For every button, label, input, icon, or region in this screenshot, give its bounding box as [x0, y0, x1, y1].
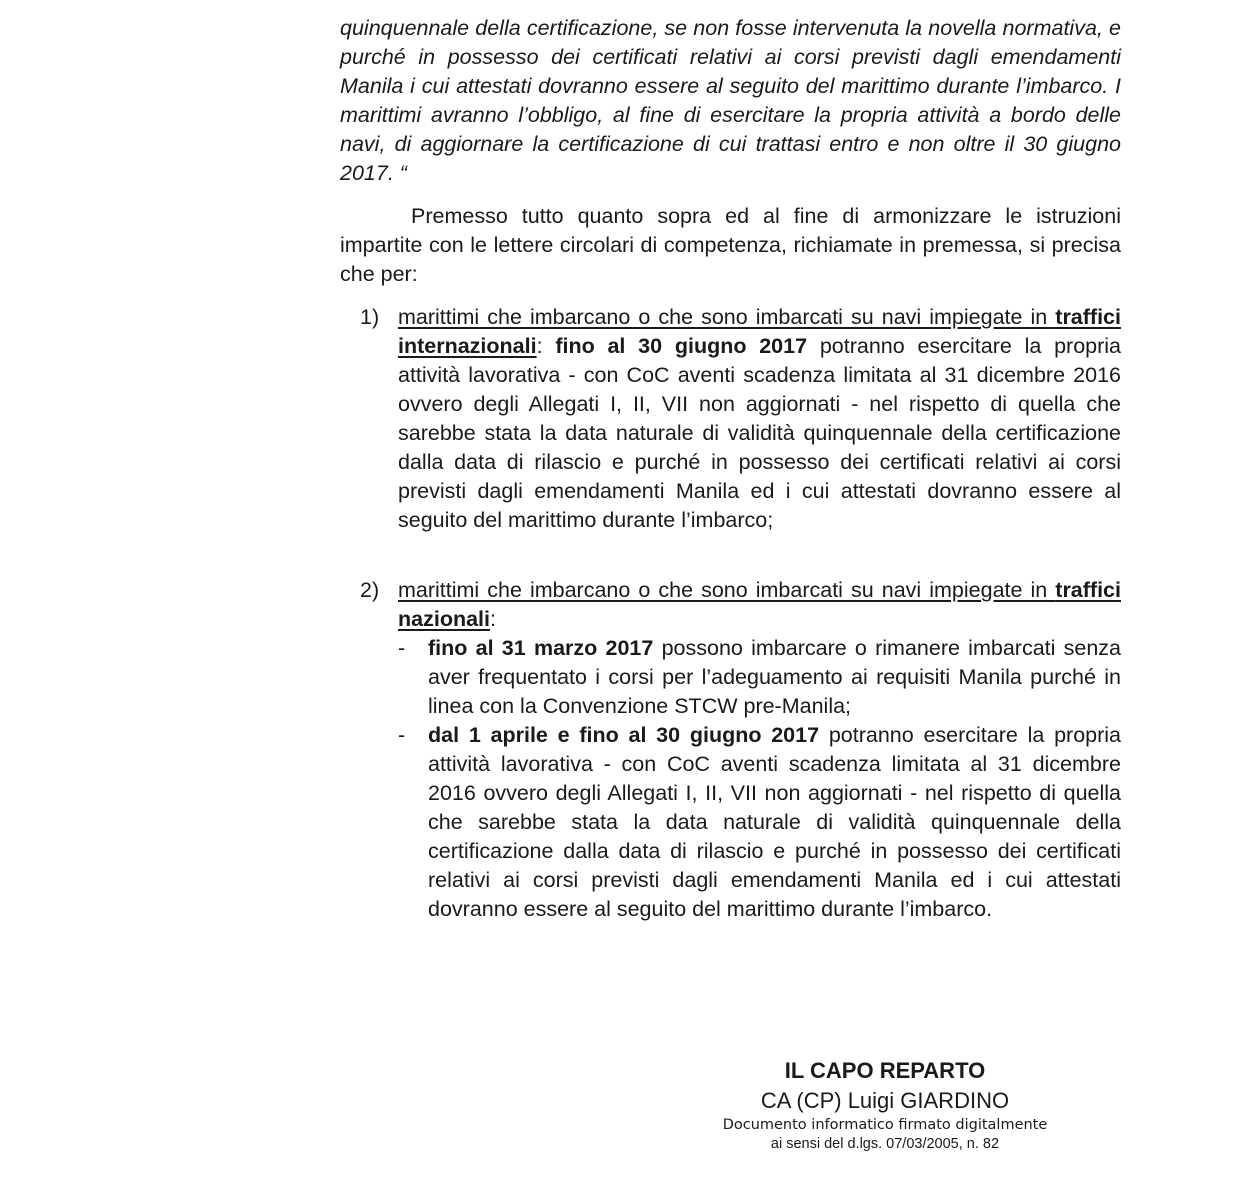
list-item-international: [340, 303, 1121, 535]
sub-item-march: [398, 634, 1121, 721]
sub-item-body: [428, 634, 1121, 721]
premise-paragraph: Premesso tutto quanto sopra ed al fine di armonizzare le istruzioni impartite con le lettere circolari di competenza, richiamate in premessa, si precisa che per:: [340, 204, 1121, 286]
signature-title: IL CAPO REPARTO: [784, 1058, 986, 1083]
sub-item-dash: -: [398, 636, 406, 660]
sub-item-bold-lead: fino al 31 marzo 2017: [428, 636, 654, 660]
item-heading: marittimi che imbarcano o che sono imbarcati su navi impiegate in traffici nazionali: [398, 578, 1121, 631]
list-item-national: [340, 576, 1121, 924]
sub-item-bold-lead: dal 1 aprile e fino al 30 giugno 2017: [428, 723, 820, 747]
item-heading: marittimi che imbarcano o che sono imbarcati su navi impiegate in traffici internazionali: [398, 305, 1121, 358]
item-bold-lead: fino al 30 giugno 2017: [555, 334, 808, 358]
sub-item-april-june: [398, 721, 1121, 924]
item-text: potranno esercitare la propria attività lavorativa - con CoC aventi scadenza limitata al 31 dicembre 2016 ovvero degli Allegati I, II, VII non aggiornati - nel rispetto di quella che sarebbe stata la data naturale di validità quinquennale della certificazione dalla data di rilascio e purché in possesso dei certificati relativi ai corsi previsti dagli emendamenti Manila ed i cui attestati dovranno essere al seguito del marittimo durante l’imbarco;: [398, 334, 1122, 532]
sub-item-body: [428, 721, 1121, 924]
sub-item-dash: -: [398, 723, 406, 747]
signature-block: [700, 1056, 1070, 1154]
sub-item-text: possono imbarcare o rimanere imbarcati senza aver frequentato i corsi per l’adeguamento ai requisiti Manila purché in linea con la Convenzione STCW pre-Manila;: [428, 636, 1122, 718]
list-item-number: 1): [360, 305, 380, 329]
item-heading-bold: traffici nazionali: [398, 578, 1121, 631]
quoted-paragraph: quinquennale della certificazione, se non fosse intervenuta la novella normativa, e purché in possesso dei certificati relativi ai corsi previsti dagli emendamenti Manila i cui attestati dovranno essere al seguito del marittimo durante l’imbarco. I marittimi avranno l’obbligo, al fine di esercitare la propria attività a bordo delle navi, di aggiornare la certificazione di cui trattasi entro e non oltre il 30 giugno 2017. “: [340, 16, 1121, 185]
signature-name: CA (CP) Luigi GIARDINO: [760, 1088, 1010, 1113]
list-item-body: marittimi che imbarcano o che sono imbarcati su navi impiegate in traffici nazionali:: [398, 578, 1121, 631]
list-item-number: 2): [360, 578, 380, 602]
digital-signature-note: Documento informatico firmato digitalmente: [722, 1117, 1048, 1133]
list-item-body: marittimi che imbarcano o che sono imbarcati su navi impiegate in traffici internazionali: fino al 30 giugno 2017 potranno esercitare la propria attività lavorativa - con CoC aventi scadenza limitata al 31 dicembre 2016 ovvero degli Allegati I, II, VII non aggiornati - nel rispetto di quella che sarebbe stata la data naturale di validità quinquennale della certificazione dalla data di rilascio e purché in possesso dei certificati relativi ai corsi previsti dagli emendamenti Manila ed i cui attestati dovranno essere al seguito del marittimo durante l’imbarco;: [398, 305, 1122, 532]
item-heading-bold: traffici internazionali: [398, 305, 1121, 358]
digital-signature-law: ai sensi del d.lgs. 07/03/2005, n. 82: [770, 1136, 1000, 1152]
sub-item-text: potranno esercitare la propria attività lavorativa - con CoC aventi scadenza limitata al 31 dicembre 2016 ovvero degli Allegati I, II, VII non aggiornati - nel rispetto di quella che sarebbe stata la data naturale di validità quinquennale della certificazione dalla data di rilascio e purché in possesso dei certificati relativi ai corsi previsti dagli emendamenti Manila ed i cui attestati dovranno essere al seguito del marittimo durante l’imbarco.: [428, 723, 1121, 921]
